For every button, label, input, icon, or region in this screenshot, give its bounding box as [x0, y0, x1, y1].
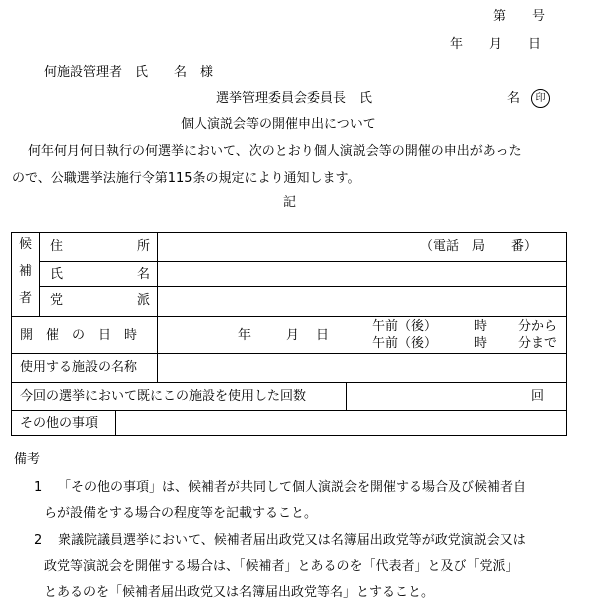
datetime-year: 年 [238, 328, 252, 343]
facility-label: 使用する施設の名称 [20, 360, 138, 375]
datetime-day: 日 [316, 328, 330, 343]
column-divider [346, 382, 347, 410]
addressee: 何施設管理者 氏 名 様 [44, 65, 214, 80]
column-divider [39, 232, 40, 316]
candidate-label-char: 者 [19, 291, 33, 306]
column-divider [157, 232, 158, 353]
datetime-month: 月 [286, 328, 300, 343]
notes-heading: 備考 [14, 452, 41, 467]
seal-mark: 印 [531, 89, 550, 108]
usage-count-label: 今回の選挙において既にこの施設を使用した回数 [20, 389, 307, 404]
minute-from: 分から [518, 319, 558, 334]
usage-count-unit: 回 [531, 389, 545, 404]
note-1-line-2: らが設備をする場合の程度等を記載すること。 [44, 506, 318, 521]
row-divider [11, 382, 567, 383]
other-matters-label: その他の事項 [20, 416, 99, 431]
ampm-start: 午前（後） [372, 319, 438, 334]
document-number-label: 第 号 [493, 9, 546, 24]
column-divider [115, 410, 116, 436]
address-label-char: 所 [137, 239, 151, 254]
note-2-line-2: 政党等演説会を開催する場合は、「候補者」とあるのを「代表者」と及び「党派」 [44, 559, 519, 574]
name-label-char: 名 [137, 267, 151, 282]
candidate-label-char: 候 [19, 237, 33, 252]
row-divider [39, 261, 567, 262]
note-1-number: 1 [34, 480, 43, 495]
date-line: 年 月 日 [450, 37, 542, 52]
note-2-number: 2 [34, 533, 43, 548]
document-title: 個人演説会等の開催申出について [181, 117, 376, 132]
note-2-line-3: とあるのを「候補者届出政党又は名簿届出政党等名」とすること。 [44, 585, 435, 600]
ki-heading: 記 [283, 195, 297, 210]
note-2-line-1: 衆議院議員選挙において、候補者届出政党又は名簿届出政党等が政党演説会又は [58, 533, 526, 548]
datetime-label: 開 催 の 日 時 [20, 328, 138, 343]
row-divider [11, 353, 567, 354]
party-label-char: 派 [137, 293, 151, 308]
row-divider [11, 316, 567, 317]
sender-title: 選挙管理委員会委員長 氏 [216, 91, 373, 106]
party-label-char: 党 [50, 293, 64, 308]
minute-to: 分まで [518, 336, 558, 351]
row-divider [39, 286, 567, 287]
phone-field-label: （電話 局 番） [420, 239, 538, 254]
ampm-end: 午前（後） [372, 336, 438, 351]
column-divider [157, 353, 158, 382]
candidate-label-char: 補 [19, 264, 33, 279]
hour-end: 時 [474, 336, 488, 351]
sender-name-label: 名 [507, 91, 521, 106]
body-line-1: 何年何月何日執行の何選挙において、次のとおり個人演説会等の開催の申出があった [28, 144, 522, 159]
body-line-2: ので、公職選挙法施行令第115条の規定により通知します。 [12, 171, 361, 186]
note-1-line-1: 「その他の事項」は、候補者が共同して個人演説会を開催する場合及び候補者自 [58, 480, 527, 495]
address-label-char: 住 [50, 239, 64, 254]
hour-start: 時 [474, 319, 488, 334]
row-divider [11, 410, 567, 411]
name-label-char: 氏 [50, 267, 64, 282]
